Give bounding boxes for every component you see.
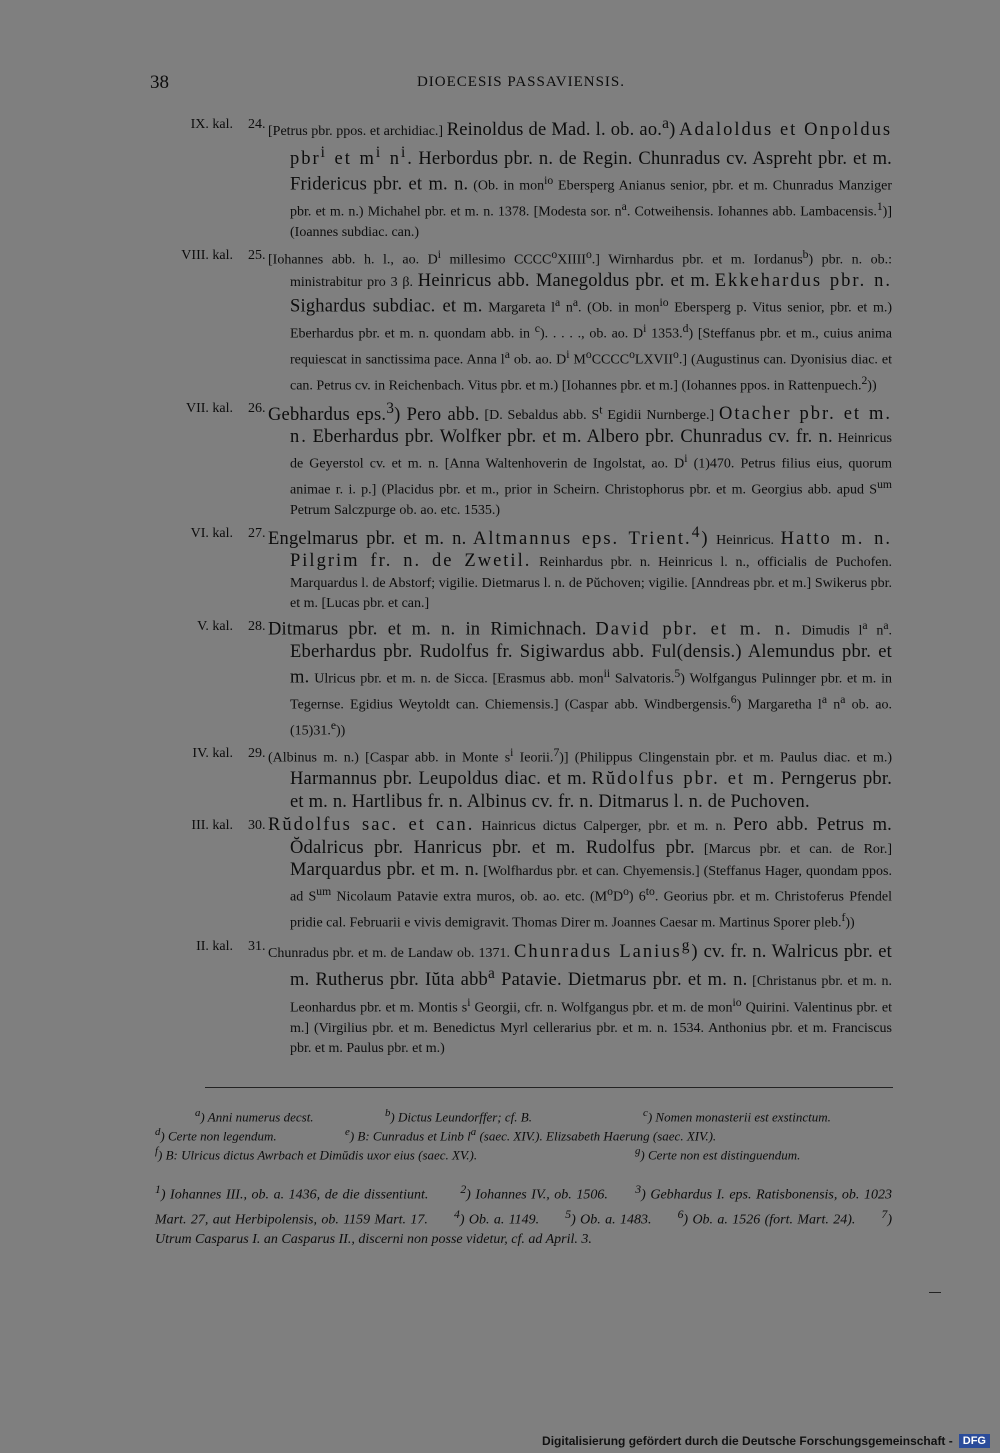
necrology-entries bbox=[150, 114, 892, 1061]
entry-text: (Albinus m. n.) [Caspar abb. in Monte $s^i$ Ieorii.$^7$)] (Philippus Clingenstain pbr. et m. Paulus diac. et m.) Harmannus pbr. Leupoldus diac. et m. Rŭdolfus pbr. et m. Perngerus pbr. et m. n. Hartlibus fr. n. Albinus cv. fr. n. Ditmarus l. n. de Puchoven. bbox=[268, 746, 893, 812]
letter-footnotes bbox=[155, 1104, 892, 1161]
necrology-entry bbox=[150, 523, 892, 615]
necrology-entry bbox=[150, 114, 892, 244]
entry-text: Gebhardus eps.$^3$) Pero abb. [D. Sebaldus abb. $S^t$ Egidii Nurnberge.] Otacher pbr. et m. n. Eberhardus pbr. Wolfker pbr. et m. Albero pbr. Chunradus cv. fr. n. Heinricus de Geyerstol cv. et m. n. [Anna Waltenhoverin de Ingolstat, ao. $D^i$ (1)470. Petrus filius eius, quorum animae r. i. p.] (Placidus pbr. et m., prior in Scheirn. Christophorus pbr. et m. Georgius abb. apud $S^{um}$ Petrum Salczpurge ob. ao. etc. 1535.) bbox=[268, 399, 893, 519]
footnote-row bbox=[155, 1104, 892, 1123]
entry-text: Ditmarus pbr. et m. n. in Rimichnach. David pbr. et m. n. Dimudis $l^a$ $n^a$. Eberhardus pbr. Rudolfus fr. Sigiwardus abb. Ful(densis.) Alemundus pbr. et m. Ulricus pbr. et m. n. de Sicca. [Erasmus abb. mon$^{ii}$ Salvatoris.$^5$) Wolfgangus Pulinnger pbr. et m. in Tegernse. Egidius Weytoldt can. Chiemensis.] (Caspar abb. Windbergensis.$^6$) Margaretha $l^a$ $n^a$ ob. ao. (15)31.$^e$)) bbox=[268, 618, 893, 739]
entry-day: IX. kal. bbox=[190, 117, 233, 132]
footnote: $^e$) B: Cunradus et Linb $l^a$ (saec. XIV.). Elizsabeth Haerung (saec. XIV.). bbox=[345, 1126, 717, 1144]
necrology-entry bbox=[150, 815, 892, 934]
entry-day: IV. kal. bbox=[192, 746, 233, 762]
dfg-logo: DFG bbox=[959, 1434, 990, 1448]
necrology-entry bbox=[150, 616, 892, 743]
page-number: 38 bbox=[150, 72, 169, 93]
entry-date-number: 24. bbox=[248, 117, 266, 132]
page-header bbox=[150, 72, 892, 102]
entry-date-number: 25. bbox=[248, 247, 266, 263]
entry-date-number: 30. bbox=[248, 818, 266, 834]
entry-text: Engelmarus pbr. et m. n. Altmannus eps. Trient.$^4$) Heinricus. Hatto m. n. Pilgrim fr. n. de Zwetil. Reinhardus pbr. n. Heinricus l. n., officialis de Puchofen. Marquardus l. de Abstorf; vigilie. Dietmarus l. n. de Pŭchoven; vigilie. [Anndreas pbr. et m.] Swikerus pbr. et m. [Lucas pbr. et can.] bbox=[268, 523, 892, 612]
entry-date-number: 26. bbox=[248, 401, 266, 417]
footnote: $^d$) Certe non legendum. bbox=[155, 1126, 277, 1144]
page-corner-mark bbox=[929, 1292, 941, 1293]
digitization-footer bbox=[542, 1432, 990, 1450]
entry-day: VIII. kal. bbox=[181, 247, 233, 263]
footnote: $^c$) Nomen monasterii est exstinctum. bbox=[643, 1107, 831, 1125]
numbered-footnotes: $^1$) Iohannes III., ob. a. 1436, de die dissentiunt. $^2$) Iohannes IV., ob. 1506. $^3$) Gebhardus I. eps. Ratisbonensis, ob. 1023 Mart. 27, aut Herbipolensis, ob. 1159 Mart. 17. $^4$) Ob. a. 1149. $^5$) Ob. a. 1483. $^6$) Ob. a. 1526 (fort. Mart. 24). $^7$) Utrum Casparus I. an Casparus II., discerni non posse videtur, cf. ad April. 3. bbox=[155, 1183, 893, 1248]
entry-text: Rŭdolfus sac. et can. Hainricus dictus Calperger, pbr. et m. n. Pero abb. Petrus m. Ŏdalricus pbr. Hanricus pbr. et m. Rudolfus pbr. [Marcus pbr. et can. de Ror.] Marquardus pbr. et m. n. [Wolfhardus pbr. et can. Chyemensis.] (Steffanus Hager, quondam ppos. ad $S^{um}$ Nicolaum Patavie extra muros, ob. ao. etc. $(M^oD^o)$ $6^{to}$. Georius pbr. et m. Christoferus Pfendel pridie cal. Februarii e vivis demigravit. Thomas Direr m. Joannes Caesar m. Martinus Sporer pleb.$^f$)) bbox=[268, 815, 892, 932]
entry-day: V. kal. bbox=[197, 618, 233, 634]
necrology-entry bbox=[150, 245, 892, 398]
footnote: $^f$) B: Ulricus dictus Awrbach et Dimŭdis uxor eius (saec. XV.). bbox=[155, 1145, 478, 1163]
entry-day: III. kal. bbox=[191, 818, 233, 834]
footnote: $^b$) Dictus Leundorffer; cf. B. bbox=[385, 1107, 532, 1125]
entry-day: VI. kal. bbox=[190, 525, 233, 541]
footnote-row bbox=[155, 1123, 892, 1142]
entry-date-number: 27. bbox=[248, 525, 266, 541]
entry-date-number: 29. bbox=[248, 746, 266, 762]
footnote: $^a$) Anni numerus decst. bbox=[195, 1107, 314, 1125]
necrology-entry bbox=[150, 936, 892, 1060]
footnote-divider bbox=[205, 1087, 893, 1088]
footer-text: Digitalisierung gefördert durch die Deutsche Forschungsgemeinschaft - bbox=[542, 1434, 953, 1448]
entry-day: II. kal. bbox=[196, 938, 233, 954]
entry-text: Chunradus pbr. et m. de Landaw ob. 1371. Chunradus Lanius$^g$) cv. fr. n. Walricus pbr. et m. Rutherus pbr. Iŭta abb$^a$ Patavie. Dietmarus pbr. et m. n. [Christanus pbr. et m. n. Leonhardus pbr. et m. Montis $s^i$ Georgii, cfr. n. Wolfgangus pbr. et m. de mon$^{io}$ Quirini. Valentinus pbr. et m.] (Virgilius pbr. et m. Benedictus Myrl cellerarius pbr. et m. n. 1534. Anthonius pbr. et m. Franciscus pbr. et m. Paulus pbr. et m.) bbox=[268, 936, 893, 1057]
necrology-entry bbox=[150, 398, 892, 522]
entry-day: VII. kal. bbox=[185, 401, 233, 417]
footnote: $^g$) Certe non est distinguendum. bbox=[635, 1145, 801, 1163]
entry-text: [Petrus pbr. ppos. et archidiac.] Reinoldus de Mad. l. ob. ao.$^a$) Adaloldus et Onpoldus pbr$^i$ et $m^i$ $n^i$. Herbordus pbr. n. de Regin. Chunradus cv. Aspreht pbr. et m. Fridericus pbr. et m. n. (Ob. in mon$^{io}$ Ebersperg Anianus senior, pbr. et m. Chunradus Manziger pbr. et m. n.) Michahel pbr. et m. n. 1378. [Modesta sor. $n^a$. Cotweihensis. Iohannes abb. Lambacensis.$^1$)] (Ioannes subdiac. can.) bbox=[268, 115, 893, 241]
running-title: DIOECESIS PASSAVIENSIS. bbox=[416, 74, 626, 90]
entry-date-number: 31. bbox=[248, 938, 266, 954]
necrology-entry bbox=[150, 743, 892, 814]
entry-text: [Iohannes abb. h. l., ao. $D^i$ millesimo CCCC$^o$XIIII$^o$.] Wirnhardus pbr. et m. Iordanus$^b$) pbr. n. ob.: ministrabitur pro 3 β. Heinricus abb. Manegoldus pbr. et m. Ekkehardus pbr. n. Sighardus subdiac. et m. Margareta $l^a$ $n^a$. (Ob. in mon$^{io}$ Ebersperg p. Vitus senior, pbr. et m.) Eberhardus pbr. et m. n. quondam abb. in $^c$). . . . ., ob. ao. $D^i$ 1353.$^d$) [Steffanus pbr. et m., cuius anima requiescat in sanctissima pace. Anna $l^a$ ob. ao. $D^i$ $M^oCCCC^oLXVII^o$.] (Augustinus can. Dyonisius diac. et can. Petrus cv. in Reichenbach. Vitus pbr. et m.) [Iohannes pbr. et m.] (Iohannes ppos. in Rattenpuech.$^2$)) bbox=[268, 247, 893, 394]
entry-date-number: 28. bbox=[248, 618, 266, 634]
footnote-row bbox=[155, 1142, 892, 1161]
